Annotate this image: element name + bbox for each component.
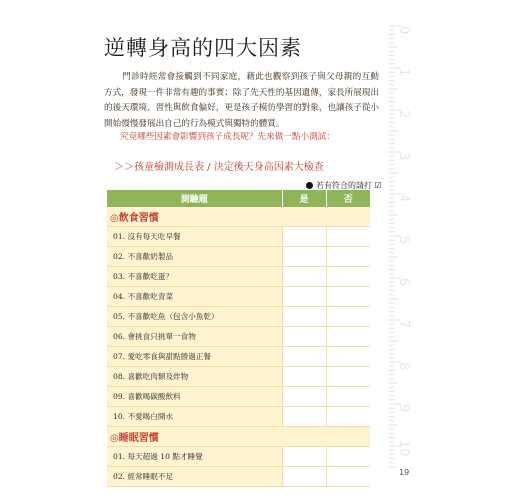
table-row [107, 307, 370, 327]
yes-checkbox-cell[interactable] [282, 327, 326, 347]
no-checkbox-cell[interactable] [326, 347, 370, 367]
question-text: 01. 沒有每天吃早餐 [107, 227, 282, 247]
table-row [107, 467, 370, 487]
checkbox-note-text: 若有符合的請打 ☑ [316, 181, 382, 190]
section-sleep-habits [107, 427, 370, 447]
table-row [107, 287, 370, 307]
no-checkbox-cell[interactable] [326, 387, 370, 407]
table-row [107, 387, 370, 407]
page-title: 逆轉身高的四大因素 [104, 36, 302, 60]
ruler-number: 6 [396, 278, 411, 287]
header-no: 否 [326, 190, 370, 207]
ruler-ticks-graphic [389, 22, 425, 482]
intro-paragraph [104, 70, 379, 132]
table-row [107, 227, 370, 247]
header-yes: 是 [282, 190, 326, 207]
ruler-number: 1 [396, 68, 411, 77]
ruler-number: 2 [396, 110, 411, 119]
table-header [107, 190, 370, 207]
section-diet-habits [107, 207, 370, 227]
question-text: 05. 不喜歡吃魚（包含小魚乾） [107, 307, 282, 327]
table-row [107, 447, 370, 467]
no-checkbox-cell[interactable] [326, 247, 370, 267]
question-text: 04. 不喜歡吃青菜 [107, 287, 282, 307]
question-text: 07. 愛吃零食與甜點勝過正餐 [107, 347, 282, 367]
ruler-number: 9 [396, 404, 411, 413]
no-checkbox-cell[interactable] [326, 227, 370, 247]
section-title: ◎飲食習慣 [107, 207, 370, 227]
section-title: ◎睡眠習慣 [107, 427, 370, 447]
yes-checkbox-cell[interactable] [282, 407, 326, 427]
question-text: 10. 不愛喝白開水 [107, 407, 282, 427]
question-text: 09. 喜歡喝碳酸飲料 [107, 387, 282, 407]
question-text: 08. 喜歡吃肉類及炸物 [107, 367, 282, 387]
table-row [107, 347, 370, 367]
no-checkbox-cell[interactable] [326, 407, 370, 427]
ruler-number: 7 [396, 320, 411, 329]
no-checkbox-cell[interactable] [326, 367, 370, 387]
ruler-number: 10 [396, 440, 411, 457]
no-checkbox-cell[interactable] [326, 267, 370, 287]
yes-checkbox-cell[interactable] [282, 247, 326, 267]
yes-checkbox-cell[interactable] [282, 447, 326, 467]
question-text: 02. 不喜歡奶製品 [107, 247, 282, 267]
ruler-number: 4 [396, 194, 411, 203]
question-text: 01. 每天超過 10 點才睡覺 [107, 447, 282, 467]
yes-checkbox-cell[interactable] [282, 227, 326, 247]
bullet-dot-icon [306, 182, 313, 189]
yes-checkbox-cell[interactable] [282, 287, 326, 307]
table-row [107, 267, 370, 287]
yes-checkbox-cell[interactable] [282, 267, 326, 287]
question-text: 02. 經常睡眠不足 [107, 467, 282, 487]
yes-checkbox-cell[interactable] [282, 467, 326, 487]
header-question: 測驗題 [107, 190, 282, 207]
table-row [107, 247, 370, 267]
no-checkbox-cell[interactable] [326, 327, 370, 347]
table-row [107, 367, 370, 387]
no-checkbox-cell[interactable] [326, 447, 370, 467]
no-checkbox-cell[interactable] [326, 467, 370, 487]
no-checkbox-cell[interactable] [326, 307, 370, 327]
question-text: 06. 會挑食只挑單一食物 [107, 327, 282, 347]
yes-checkbox-cell[interactable] [282, 307, 326, 327]
no-checkbox-cell[interactable] [326, 287, 370, 307]
ruler-number: 5 [396, 236, 411, 245]
yes-checkbox-cell[interactable] [282, 347, 326, 367]
table-row [107, 327, 370, 347]
growth-checklist-table [107, 190, 370, 487]
yes-checkbox-cell[interactable] [282, 387, 326, 407]
question-text: 03. 不喜歡吃蛋？ [107, 267, 282, 287]
page-number: 19 [399, 468, 410, 477]
checklist-subheading: ＞＞孩童檢測成長表 / 決定後天身高因素大檢查 [114, 162, 324, 173]
table-row [107, 407, 370, 427]
yes-checkbox-cell[interactable] [282, 367, 326, 387]
test-prompt: 究竟哪些因素會影響到孩子成長呢？先來做一點小測試： [120, 132, 335, 142]
ruler-number: 0 [396, 26, 411, 35]
intro-paragraph-text: 門診時經常會接觸到不同家庭，藉此也觀察到孩子與父母親的互動方式，發現一件非常有趣的事實；除了先天性的基因遺傳，家長所展現出的後天環境、習性與飲食偏好，更是孩子模仿學習的對象，也讓孩子從小開始慢慢發展出自己的行為模式與獨特的體質。 [104, 72, 380, 129]
ruler-number: 3 [396, 152, 411, 161]
ruler-number: 8 [396, 362, 411, 371]
decorative-ruler [389, 22, 425, 482]
